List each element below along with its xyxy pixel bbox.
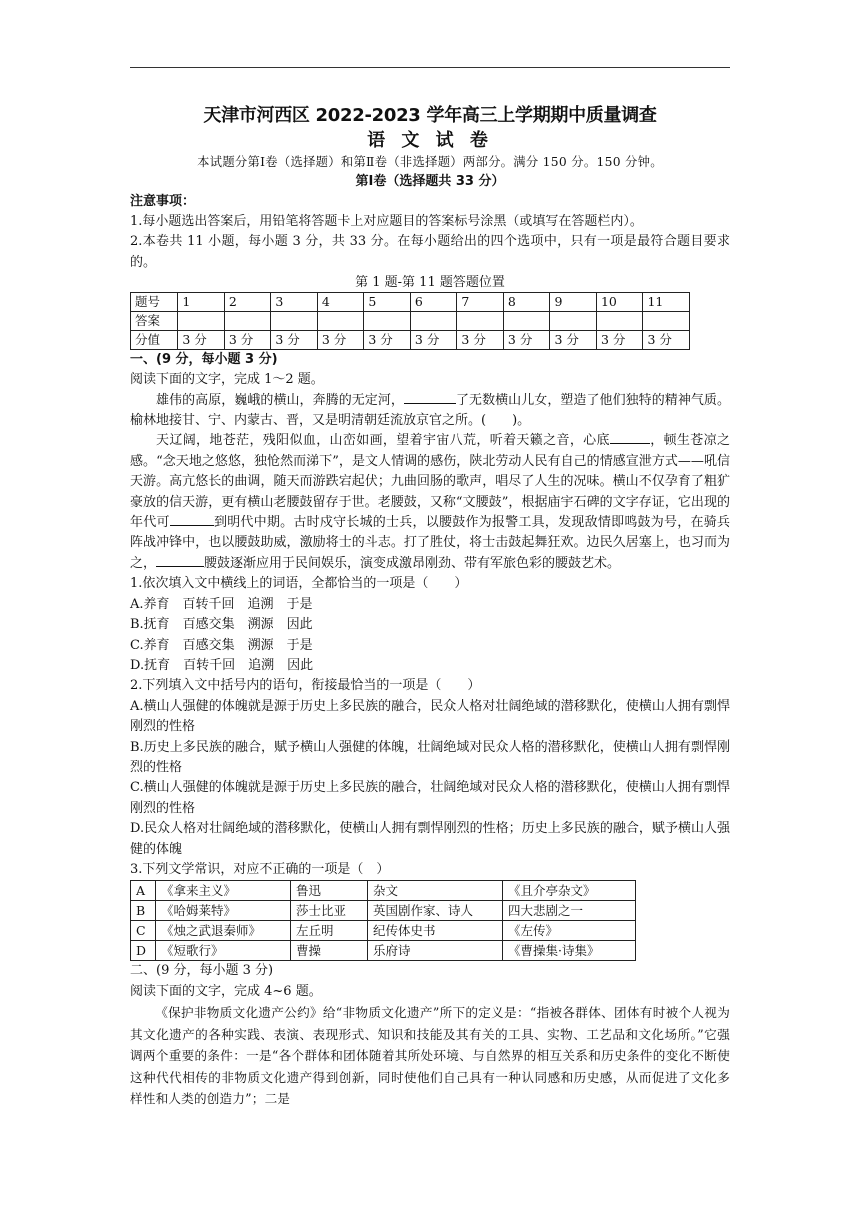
table-row xyxy=(131,901,636,921)
question-3-stem: 3.下列文学常识，对应不正确的一项是（ ） xyxy=(130,861,390,877)
question-2-option-d: D.民众人格对壮阔绝域的潜移默化，使横山人拥有剽悍刚烈的性格；历史上多民族的融合，赋予横山人强健的体魄 xyxy=(130,821,730,857)
header-rule xyxy=(130,67,730,68)
section-1-heading: 一、(9 分，每小题 3 分) xyxy=(130,352,278,368)
work-title: 《烛之武退秦师》 xyxy=(156,921,291,941)
answer-cell[interactable] xyxy=(457,312,504,331)
answer-table-caption: 第 1 题-第 11 题答题位置 xyxy=(355,275,505,291)
notes-heading: 注意事项： xyxy=(130,194,196,209)
work-title: 《短歌行》 xyxy=(156,941,291,961)
passage-text: 天辽阔，地苍茫，残阳似血，山峦如画，望着宇宙八荒，听着天籁之音，心底 xyxy=(156,433,610,449)
row-label: 分值 xyxy=(131,331,178,350)
question-1-stem: 1.依次填入文中横线上的词语，全都恰当的一项是（ ） xyxy=(130,576,468,592)
score-cell: 3 分 xyxy=(364,331,411,350)
question-number: 1 xyxy=(178,293,225,312)
exam-subtitle: 语 文 试 卷 xyxy=(367,130,493,151)
exam-content xyxy=(130,103,730,1110)
question-2-option-b: B.历史上多民族的融合，赋予横山人强健的体魄，壮阔绝域对民众人格的潜移默化，使横山人拥有剽悍刚烈的性格 xyxy=(130,739,730,775)
score-cell: 3 分 xyxy=(503,331,550,350)
source: 《且介亭杂文》 xyxy=(503,881,636,901)
fill-blank xyxy=(156,554,204,567)
note-item: 2.本卷共 11 小题，每小题 3 分，共 33 分。在每小题给出的四个选项中，只有一项是最符合题目要求的。 xyxy=(130,234,730,270)
question-number: 3 xyxy=(271,293,318,312)
genre: 英国剧作家、诗人 xyxy=(368,901,503,921)
question-2-option-a: A.横山人强健的体魄就是源于历史上多民族的融合，民众人格对壮阔绝域的潜移默化，使横山人拥有剽悍刚烈的性格 xyxy=(130,698,730,735)
question-1-option-c: C.养育 百感交集 溯源 于是 xyxy=(130,637,313,653)
section-2-instruction: 阅读下面的文字，完成 4~6 题。 xyxy=(130,983,322,999)
question-number: 6 xyxy=(410,293,457,312)
row-label: 答案 xyxy=(131,312,178,331)
genre: 乐府诗 xyxy=(368,941,503,961)
question-number: 7 xyxy=(457,293,504,312)
exam-intro: 本试题分第Ⅰ卷（选择题）和第Ⅱ卷（非选择题）两部分。满分 150 分。150 分钟。 xyxy=(197,155,663,169)
question-number: 8 xyxy=(503,293,550,312)
note-item: 1.每小题选出答案后，用铅笔将答题卡上对应题目的答案标号涂黑（或填写在答题栏内）。 xyxy=(130,214,643,229)
author: 莎士比亚 xyxy=(291,901,368,921)
score-cell: 3 分 xyxy=(643,331,690,350)
table-row xyxy=(131,941,636,961)
answer-cell[interactable] xyxy=(317,312,364,331)
answer-cell[interactable] xyxy=(550,312,597,331)
question-number: 10 xyxy=(596,293,643,312)
passage-paragraph-1 xyxy=(130,391,730,432)
table-row xyxy=(131,921,636,941)
literature-table xyxy=(130,880,636,961)
answer-cell[interactable] xyxy=(596,312,643,331)
question-2-option-c: C.横山人强健的体魄就是源于历史上多民族的融合，壮阔绝域对民众人格的潜移默化，使横山人拥有剽悍刚烈的性格 xyxy=(130,780,730,816)
answer-table-row-scores xyxy=(131,331,690,350)
passage-text: 了无数横山儿女，塑造了他们独特的精神气质。榆林地接甘、宁、内蒙古、晋，又是明清朝廷流放京官之所。( )。 xyxy=(130,392,730,429)
answer-cell[interactable] xyxy=(224,312,271,331)
work-title: 《拿来主义》 xyxy=(156,881,291,901)
score-cell: 3 分 xyxy=(550,331,597,350)
score-cell: 3 分 xyxy=(224,331,271,350)
passage-text: 到明代中期。古时戍守长城的士兵，以腰鼓作为报警工具，发现敌情即鸣鼓为号，在骑兵阵战冲锋中，也以腰鼓助威，激励将士的斗志。打了胜仗，将士击鼓起舞狂欢。边民久居塞上，也习而为之， xyxy=(130,515,730,571)
passage-paragraph-2 xyxy=(130,431,730,574)
table-row xyxy=(131,881,636,901)
answer-cell[interactable] xyxy=(364,312,411,331)
passage-text: 雄伟的高原，巍峨的横山，奔腾的无定河， xyxy=(156,392,404,408)
answer-cell[interactable] xyxy=(503,312,550,331)
answer-cell[interactable] xyxy=(643,312,690,331)
option-letter: D xyxy=(131,941,156,961)
option-letter: A xyxy=(131,881,156,901)
fill-blank xyxy=(404,391,456,404)
score-cell: 3 分 xyxy=(271,331,318,350)
section-2-heading: 二、(9 分，每小题 3 分) xyxy=(130,963,274,979)
score-cell: 3 分 xyxy=(410,331,457,350)
author: 鲁迅 xyxy=(291,881,368,901)
row-label: 题号 xyxy=(131,293,178,312)
answer-cell[interactable] xyxy=(178,312,225,331)
passage-text: 腰鼓逐渐应用于民间娱乐，演变成激昂刚劲、带有军旅色彩的腰鼓艺术。 xyxy=(204,555,621,571)
source: 四大悲剧之一 xyxy=(503,901,636,921)
question-1-option-a: A.养育 百转千回 追溯 于是 xyxy=(130,596,313,612)
fill-blank xyxy=(170,513,214,526)
score-cell: 3 分 xyxy=(457,331,504,350)
score-cell: 3 分 xyxy=(178,331,225,350)
source: 《左传》 xyxy=(503,921,636,941)
fill-blank xyxy=(610,431,650,444)
volume-heading: 第Ⅰ卷（选择题共 33 分） xyxy=(355,174,505,189)
score-cell: 3 分 xyxy=(596,331,643,350)
option-letter: C xyxy=(131,921,156,941)
question-1-option-b: B.抚育 百感交集 溯源 因此 xyxy=(130,617,313,633)
answer-table xyxy=(130,292,690,350)
question-1-option-d: D.抚育 百转千回 追溯 因此 xyxy=(130,657,314,673)
score-cell: 3 分 xyxy=(317,331,364,350)
question-number: 4 xyxy=(317,293,364,312)
author: 曹操 xyxy=(291,941,368,961)
answer-table-row-answers xyxy=(131,312,690,331)
question-number: 9 xyxy=(550,293,597,312)
section-1-instruction: 阅读下面的文字，完成 1～2 题。 xyxy=(130,372,324,388)
exam-title: 天津市河西区 2022-2023 学年高三上学期期中质量调查 xyxy=(203,105,657,126)
work-title: 《哈姆莱特》 xyxy=(156,901,291,921)
passage-text: ，顿生苍凉之感。“念天地之悠悠，独怆然而涕下”，是文人情调的感伤，陕北劳动人民有自己的情感宣泄方式——吼信天游。高亢悠长的曲调，随天而游跌宕起伏；九曲回肠的歌声，唱尽了人生的况味。横山不仅孕育了粗犷豪放的信天游，更有横山老腰鼓留存于世。老腰鼓，又称“文腰鼓”，根据庙宇石碑的文字存证，它出现的年代可 xyxy=(130,433,730,531)
question-number: 11 xyxy=(643,293,690,312)
passage-paragraph-3: 《保护非物质文化遗产公约》给“非物质文化遗产”所下的定义是：“指被各群体、团体有时被个人视为其文化遗产的各种实践、表演、表现形式、知识和技能及其有关的工具、实物、工艺品和文化场所。”它强调两个重要的条件：一是“各个群体和团体随着其所处环境、与自然界的相互关系和历史条件的变化不断使这种代代相传的非物质文化遗产得到创新，同时使他们自己具有一种认同感和历史感，从而促进了文化多样性和人类的创造力”；二是 xyxy=(130,1005,730,1107)
question-number: 2 xyxy=(224,293,271,312)
answer-cell[interactable] xyxy=(271,312,318,331)
question-2-stem: 2.下列填入文中括号内的语句，衔接最恰当的一项是（ ） xyxy=(130,678,481,694)
genre: 纪传体史书 xyxy=(368,921,503,941)
option-letter: B xyxy=(131,901,156,921)
answer-table-row-numbers xyxy=(131,293,690,312)
source: 《曹操集·诗集》 xyxy=(503,941,636,961)
author: 左丘明 xyxy=(291,921,368,941)
question-number: 5 xyxy=(364,293,411,312)
genre: 杂文 xyxy=(368,881,503,901)
answer-cell[interactable] xyxy=(410,312,457,331)
